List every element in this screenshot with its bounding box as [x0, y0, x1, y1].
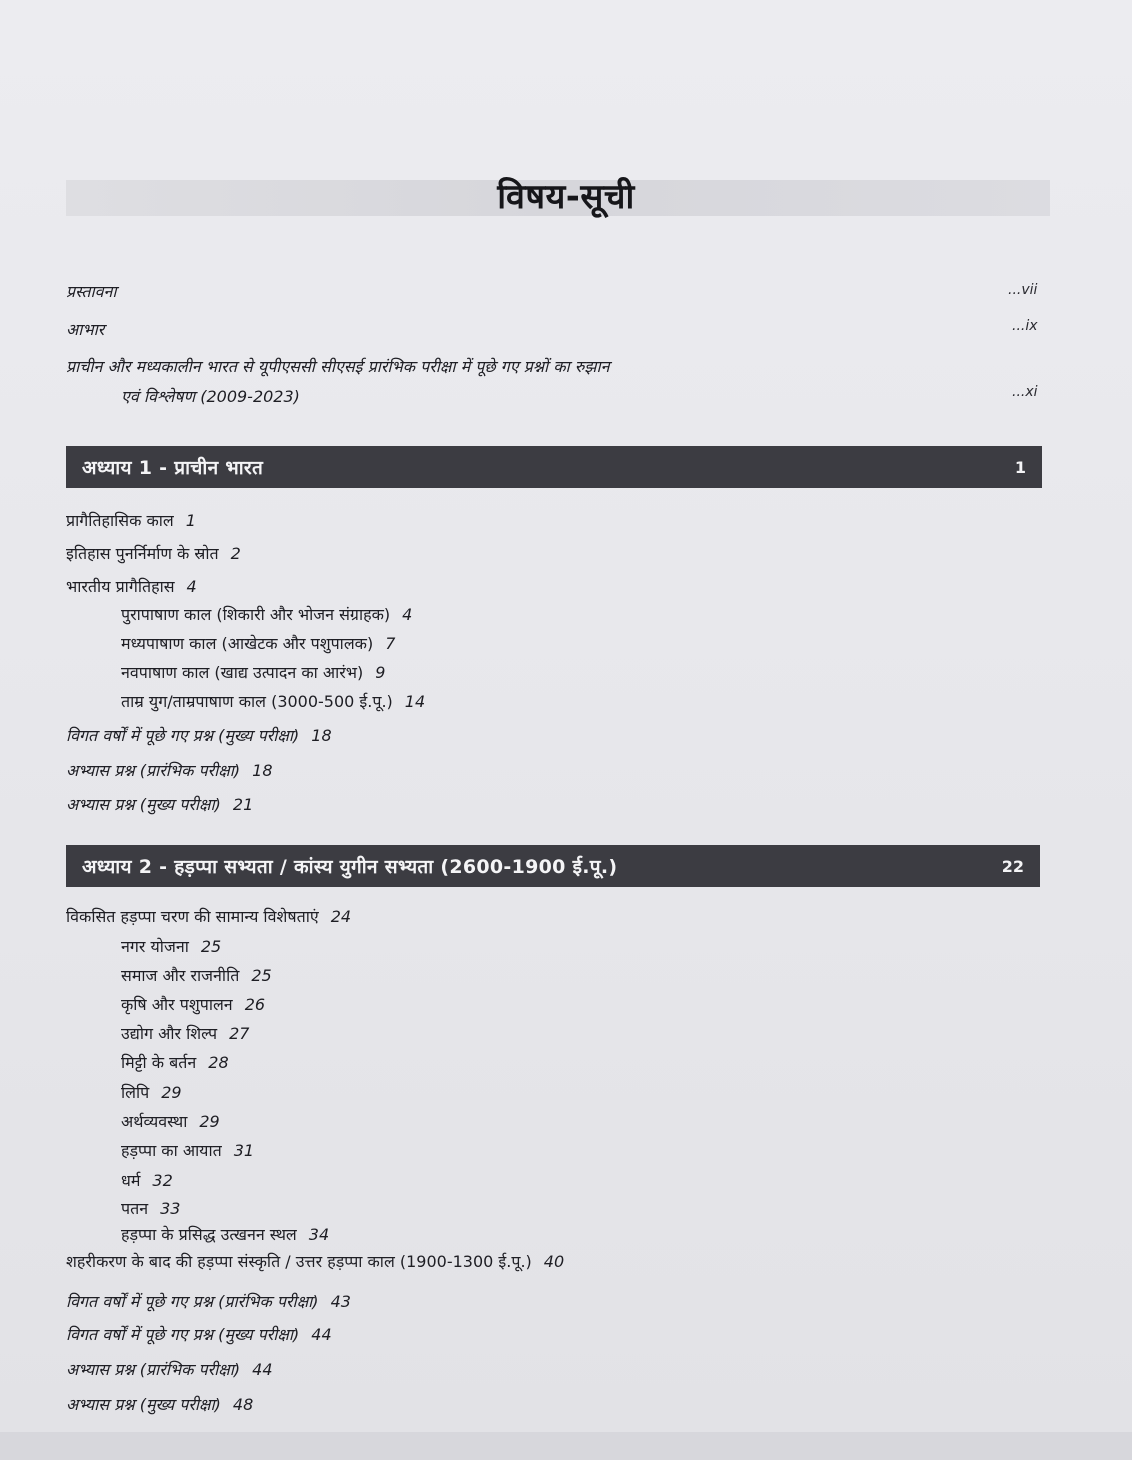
entry-page: 24	[330, 907, 352, 926]
chapter-2-header[interactable]	[66, 845, 1040, 887]
entry-page: 26	[244, 995, 266, 1014]
entry-page: 9	[375, 663, 386, 682]
toc-subentry[interactable]	[121, 964, 272, 986]
toc-subentry[interactable]	[121, 993, 265, 1015]
page-bottom-edge	[0, 1432, 1132, 1460]
page-title: विषय-सूची	[497, 177, 635, 217]
entry-page: 29	[161, 1083, 182, 1102]
toc-entry[interactable]	[66, 759, 273, 781]
entry-page: 29	[199, 1112, 220, 1131]
toc-subentry[interactable]	[121, 1169, 173, 1191]
entry-page: 4	[402, 605, 413, 624]
entry-page: 28	[208, 1053, 229, 1072]
toc-subentry[interactable]	[121, 1022, 249, 1044]
entry-page: 14	[404, 692, 426, 711]
toc-subentry[interactable]	[121, 1223, 329, 1245]
entry-label: अभ्यास प्रश्न (मुख्य परीक्षा)	[66, 1395, 221, 1414]
entry-page: 31	[233, 1141, 255, 1160]
entry-label: विगत वर्षों में पूछे गए प्रश्न (प्रारंभिक परीक्षा)	[66, 1292, 319, 1311]
toc-subentry[interactable]	[121, 1110, 220, 1132]
toc-subentry[interactable]	[121, 661, 385, 683]
toc-entry-acknowledgement[interactable]: आभार	[66, 320, 105, 339]
entry-label: अभ्यास प्रश्न (प्रारंभिक परीक्षा)	[66, 761, 241, 780]
entry-label: भारतीय प्रागैतिहास	[66, 577, 175, 596]
chapter-1-header[interactable]	[66, 446, 1042, 488]
entry-label: मिट्टी के बर्तन	[121, 1053, 197, 1072]
entry-label: विकसित हड़प्पा चरण की सामान्य विशेषताएं	[66, 907, 319, 926]
toc-entry[interactable]	[66, 793, 253, 815]
entry-page: 44	[311, 1325, 332, 1344]
entry-page: 25	[200, 937, 222, 956]
entry-page: 21	[232, 795, 254, 814]
entry-page: 27	[229, 1024, 250, 1043]
toc-page-trend-analysis: ...xi	[1012, 384, 1038, 400]
entry-page: 33	[160, 1199, 181, 1218]
toc-subentry[interactable]	[121, 935, 221, 957]
entry-page: 4	[186, 577, 197, 596]
entry-label: शहरीकरण के बाद की हड़प्पा संस्कृति / उत्तर हड़प्पा काल (1900-1300 ई.पू.)	[66, 1252, 532, 1271]
toc-subentry[interactable]	[121, 690, 425, 712]
toc-subentry[interactable]	[121, 603, 412, 625]
chapter-1-title: अध्याय 1 - प्राचीन भारत	[82, 457, 264, 479]
entry-page: 7	[385, 634, 396, 653]
entry-page: 2	[230, 544, 241, 563]
toc-entry[interactable]	[66, 1323, 332, 1345]
entry-label: मध्यपाषाण काल (आखेटक और पशुपालक)	[121, 634, 374, 653]
entry-label: हड़प्पा का आयात	[121, 1141, 222, 1160]
entry-page: 32	[152, 1171, 173, 1190]
entry-label: कृषि और पशुपालन	[121, 995, 233, 1014]
entry-label: हड़प्पा के प्रसिद्ध उत्खनन स्थल	[121, 1225, 297, 1244]
toc-entry[interactable]	[66, 1290, 351, 1312]
entry-label: समाज और राजनीति	[121, 966, 240, 985]
toc-subentry[interactable]	[121, 1197, 180, 1219]
entry-page: 34	[308, 1225, 330, 1244]
entry-page: 43	[330, 1292, 351, 1311]
entry-page: 40	[543, 1252, 565, 1271]
entry-label: नगर योजना	[121, 937, 189, 956]
toc-entry[interactable]	[66, 542, 241, 564]
entry-page: 18	[252, 761, 273, 780]
toc-subentry[interactable]	[121, 632, 395, 654]
entry-label: लिपि	[121, 1083, 150, 1102]
toc-entry[interactable]	[66, 1358, 273, 1380]
entry-page: 18	[311, 726, 332, 745]
entry-label: पुरापाषाण काल (शिकारी और भोजन संग्राहक)	[121, 605, 391, 624]
toc-entry[interactable]	[66, 1393, 253, 1415]
entry-label: नवपाषाण काल (खाद्य उत्पादन का आरंभ)	[121, 663, 364, 682]
toc-subentry[interactable]	[121, 1051, 229, 1073]
entry-label: विगत वर्षों में पूछे गए प्रश्न (मुख्य परीक्षा)	[66, 1325, 300, 1344]
entry-label: अर्थव्यवस्था	[121, 1112, 188, 1131]
toc-entry[interactable]	[66, 724, 332, 746]
entry-label: अभ्यास प्रश्न (प्रारंभिक परीक्षा)	[66, 1360, 241, 1379]
entry-page: 1	[185, 511, 196, 530]
chapter-2-page: 22	[1001, 856, 1024, 876]
toc-entry[interactable]	[66, 575, 197, 597]
toc-entry-trend-analysis[interactable]: प्राचीन और मध्यकालीन भारत से यूपीएससी सीएसई प्रारंभिक परीक्षा में पूछे गए प्रश्नों का रुझान	[66, 357, 610, 376]
entry-page: 25	[251, 966, 272, 985]
entry-page: 44	[252, 1360, 273, 1379]
entry-label: उद्योग और शिल्प	[121, 1024, 218, 1043]
entry-label: ताम्र युग/ताम्रपाषाण काल (3000-500 ई.पू.)	[121, 692, 393, 711]
entry-label: प्रागैतिहासिक काल	[66, 511, 174, 530]
entry-label: विगत वर्षों में पूछे गए प्रश्न (मुख्य परीक्षा)	[66, 726, 300, 745]
toc-page-acknowledgement: ...ix	[1012, 318, 1038, 334]
toc-page-preface: ...vii	[1008, 282, 1038, 298]
entry-label: धर्म	[121, 1171, 141, 1190]
toc-entry[interactable]	[66, 1250, 564, 1272]
toc-entry-preface[interactable]: प्रस्तावना	[66, 282, 117, 301]
entry-page: 48	[232, 1395, 254, 1414]
entry-label: इतिहास पुनर्निर्माण के स्रोत	[66, 544, 219, 563]
entry-label: अभ्यास प्रश्न (मुख्य परीक्षा)	[66, 795, 221, 814]
entry-label: पतन	[121, 1199, 149, 1218]
toc-entry[interactable]	[66, 905, 351, 927]
toc-entry-trend-analysis-line2: एवं विश्लेषण (2009-2023)	[121, 387, 300, 406]
toc-subentry[interactable]	[121, 1081, 182, 1103]
toc-subentry[interactable]	[121, 1139, 254, 1161]
toc-entry[interactable]	[66, 509, 196, 531]
chapter-2-title: अध्याय 2 - हड़प्पा सभ्यता / कांस्य युगीन सभ्यता (2600-1900 ई.पू.)	[82, 856, 618, 878]
chapter-1-page: 1	[1014, 457, 1026, 477]
